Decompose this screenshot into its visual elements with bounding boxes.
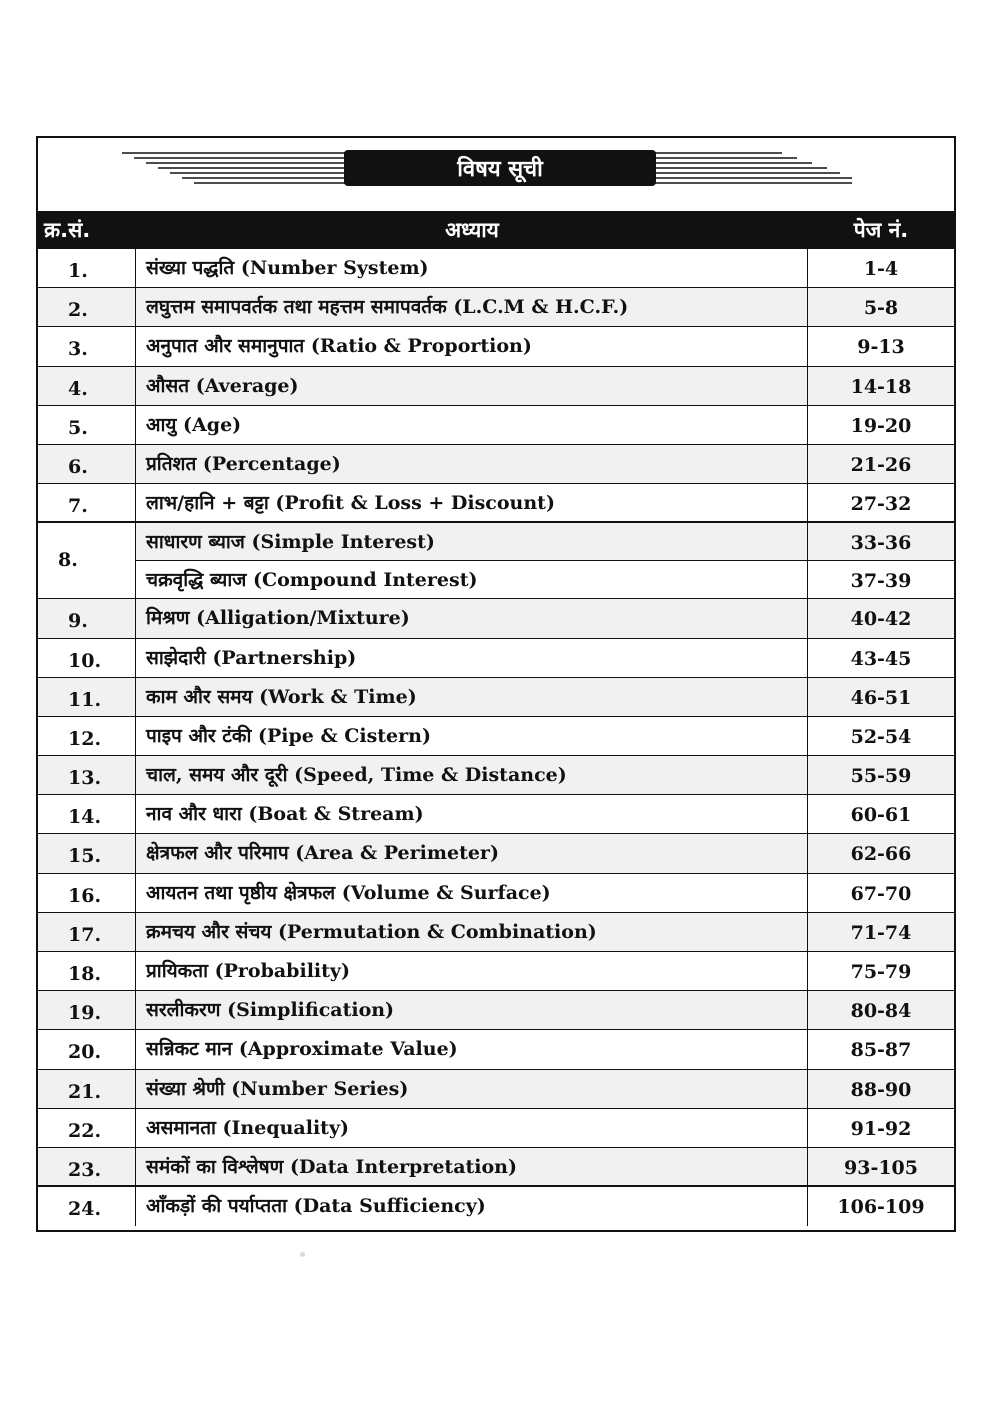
table-row: [38, 639, 954, 678]
table-row: [38, 795, 954, 834]
row-chapter: असमानता (Inequality): [136, 1109, 808, 1147]
table-body: [38, 249, 954, 1226]
row-chapter: क्षेत्रफल और परिमाप (Area & Perimeter): [136, 834, 808, 872]
row-chapter: आयतन तथा पृष्ठीय क्षेत्रफल (Volume & Surface): [136, 874, 808, 912]
header-chapter: अध्याय: [445, 218, 499, 242]
row-pages: 67-70: [850, 882, 912, 905]
table-row-group: [38, 523, 954, 599]
table-row: [38, 445, 954, 484]
row-chapter: आँकड़ों की पर्याप्तता (Data Sufficiency): [136, 1187, 808, 1226]
row-pages: 93-105: [844, 1156, 918, 1179]
table-row: [38, 1148, 954, 1187]
row-sno: 13.: [38, 756, 136, 794]
row-pages: 55-59: [850, 765, 912, 788]
table-header: [38, 211, 954, 249]
table-row: [38, 952, 954, 991]
decorative-lines-right: [652, 150, 852, 186]
scan-speck: [300, 1252, 305, 1257]
row-sno: 8.: [38, 523, 136, 598]
row-chapter: संख्या पद्धति (Number System): [136, 249, 808, 287]
page-title: विषय सूची: [344, 150, 656, 186]
row-pages: 43-45: [850, 647, 912, 670]
row-pages: 1-4: [863, 258, 899, 280]
row-chapter: सरलीकरण (Simplification): [136, 991, 808, 1029]
table-row: [38, 1109, 954, 1148]
table-row: [38, 327, 954, 366]
row-chapter: प्रायिकता (Probability): [136, 952, 808, 990]
row-sno: 7.: [38, 484, 136, 521]
table-row: [38, 249, 954, 288]
row-sno: 9.: [38, 599, 136, 637]
table-row: [38, 367, 954, 406]
row-pages: 33-36: [850, 532, 912, 555]
row-sno: 23.: [38, 1148, 136, 1185]
row-pages: 19-20: [850, 414, 912, 437]
table-row: [38, 834, 954, 873]
row-chapter: साझेदारी (Partnership): [136, 639, 808, 677]
table-row: [38, 717, 954, 756]
table-row: [38, 991, 954, 1030]
decorative-lines-left: [122, 150, 348, 186]
row-sno: 14.: [38, 795, 136, 833]
row-sno: 2.: [38, 288, 136, 326]
row-pages: 75-79: [850, 961, 912, 983]
row-sno: 4.: [38, 367, 136, 405]
row-pages: 85-87: [850, 1039, 912, 1062]
row-sno: 21.: [38, 1070, 136, 1108]
table-row: [38, 406, 954, 445]
row-sno: 15.: [38, 834, 136, 872]
row-pages: 91-92: [850, 1117, 912, 1140]
row-sno: 22.: [38, 1109, 136, 1147]
table-row: [38, 678, 954, 717]
table-row: [38, 599, 954, 638]
table-row: [38, 288, 954, 327]
contents-table: [36, 136, 956, 1232]
row-pages: 40-42: [850, 608, 912, 631]
row-sno: 12.: [38, 717, 136, 755]
row-sno: 6.: [38, 445, 136, 483]
row-sno: 5.: [38, 406, 136, 444]
row-sno: 3.: [38, 327, 136, 365]
table-subrow: [136, 561, 954, 599]
row-sno: 16.: [38, 874, 136, 912]
row-sno: 20.: [38, 1030, 136, 1068]
row-pages: 9-13: [857, 336, 905, 359]
row-chapter: समंकों का विश्लेषण (Data Interpretation): [136, 1148, 808, 1185]
header-page: पेज नं.: [853, 218, 909, 242]
row-chapter: चाल, समय और दूरी (Speed, Time & Distance): [136, 756, 808, 794]
row-pages: 71-74: [850, 921, 912, 944]
row-pages: 21-26: [850, 453, 912, 476]
table-row: [38, 1070, 954, 1109]
row-chapter: क्रमचय और संचय (Permutation & Combination): [136, 913, 808, 951]
row-sno: 17.: [38, 913, 136, 951]
row-chapter: नाव और धारा (Boat & Stream): [136, 795, 808, 833]
table-row: [38, 756, 954, 795]
row-chapter: संख्या श्रेणी (Number Series): [136, 1070, 808, 1108]
table-row: [38, 1030, 954, 1069]
row-chapter: सन्निकट मान (Approximate Value): [136, 1030, 808, 1068]
row-sno: 24.: [38, 1187, 136, 1226]
row-chapter: काम और समय (Work & Time): [136, 678, 808, 716]
row-pages: 62-66: [850, 843, 912, 866]
row-pages: 60-61: [850, 804, 912, 827]
row-chapter: मिश्रण (Alligation/Mixture): [136, 599, 808, 637]
header-sno: क्र.सं.: [44, 218, 91, 242]
row-pages: 88-90: [850, 1078, 912, 1101]
row-sno: 11.: [38, 678, 136, 716]
row-pages: 106-109: [837, 1196, 925, 1219]
table-row: [38, 1187, 954, 1226]
row-sno: 1.: [38, 249, 136, 287]
row-sno: 18.: [38, 952, 136, 990]
row-chapter: प्रतिशत (Percentage): [136, 445, 808, 483]
title-area: [38, 138, 954, 211]
row-chapter: साधारण ब्याज (Simple Interest): [136, 523, 808, 560]
row-chapter: अनुपात और समानुपात (Ratio & Proportion): [136, 327, 808, 365]
row-pages: 5-8: [863, 297, 899, 320]
table-row: [38, 874, 954, 913]
row-pages: 80-84: [850, 1000, 912, 1023]
row-pages: 14-18: [850, 375, 912, 398]
table-row: [38, 913, 954, 952]
row-chapter: लाभ/हानि + बट्टा (Profit & Loss + Discount): [136, 484, 808, 521]
row-chapter: आयु (Age): [136, 406, 808, 444]
row-chapter: लघुत्तम समापवर्तक तथा महत्तम समापवर्तक (L.C.M & H.C.F.): [136, 288, 808, 326]
row-chapter: औसत (Average): [136, 367, 808, 405]
row-pages: 37-39: [850, 570, 912, 593]
row-chapter: पाइप और टंकी (Pipe & Cistern): [136, 717, 808, 755]
table-row: [38, 484, 954, 523]
row-pages: 52-54: [850, 725, 912, 748]
row-chapter: चक्रवृद्धि ब्याज (Compound Interest): [136, 561, 808, 599]
row-pages: 27-32: [850, 493, 912, 516]
row-sno: 10.: [38, 639, 136, 677]
table-subrow: [136, 523, 954, 561]
row-sno: 19.: [38, 991, 136, 1029]
row-pages: 46-51: [850, 686, 912, 709]
